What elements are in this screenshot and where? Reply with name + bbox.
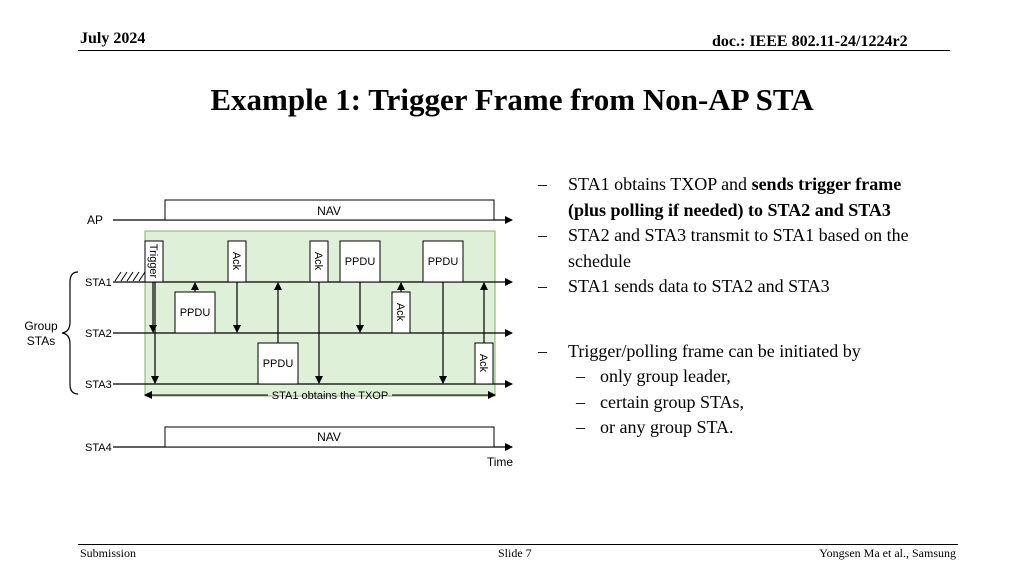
header-doc-id: doc.: IEEE 802.11-24/1224r2 xyxy=(712,33,908,50)
bullet-dash: – xyxy=(576,366,585,386)
backoff-hatch xyxy=(115,272,145,281)
sub-bullet-item xyxy=(538,364,938,390)
timing-diagram xyxy=(0,180,530,480)
bullet-dash: – xyxy=(538,225,547,245)
bullet-3-text: STA1 sends data to STA2 and STA3 xyxy=(568,276,830,296)
ack-label-sta3: Ack xyxy=(477,353,489,373)
bullet-2-text: STA2 and STA3 transmit to STA1 based on the schedule xyxy=(568,225,909,271)
row-label-sta1: STA1 xyxy=(85,277,112,289)
slide-title: Example 1: Trigger Frame from Non-AP STA xyxy=(210,82,814,117)
group-label-line1: Group xyxy=(24,319,58,333)
row-label-sta4: STA4 xyxy=(85,442,112,454)
footer-authors: Yongsen Ma et al., Samsung xyxy=(819,546,956,560)
bullet-item xyxy=(538,274,938,300)
ack-label-sta2: Ack xyxy=(394,302,406,322)
footer-rule xyxy=(78,544,958,545)
group-label-line2: STAs xyxy=(26,334,56,348)
bullet-dash: – xyxy=(538,276,547,296)
bullet-dash: – xyxy=(538,340,547,361)
row-label-sta3: STA3 xyxy=(85,379,112,391)
sub-bullet-item xyxy=(538,415,938,441)
bullet-dash: – xyxy=(576,391,585,412)
header-date: July 2024 xyxy=(80,30,146,47)
time-axis-label: Time xyxy=(486,455,514,469)
bullet-item xyxy=(538,172,938,223)
sub-bullet-item xyxy=(538,390,938,416)
row-label-sta2: STA2 xyxy=(85,328,112,340)
row-label-ap: AP xyxy=(87,213,104,227)
bullet-item xyxy=(538,339,938,365)
bullet-4-text: Trigger/polling frame can be initiated by xyxy=(568,340,861,361)
bullet-list xyxy=(538,172,938,441)
header-rule xyxy=(78,50,950,51)
sub-bullet-3-text: or any group STA. xyxy=(600,417,734,437)
ack-label-sta1-a: Ack xyxy=(230,251,242,271)
group-bracket xyxy=(62,272,78,394)
ppdu-label-sta1-b: PPDU xyxy=(427,256,459,268)
bullet-dash: – xyxy=(538,174,547,194)
trigger-label: Trigger xyxy=(147,243,159,279)
sub-bullet-1-text: only group leader, xyxy=(600,366,731,386)
nav-label-sta4: NAV xyxy=(317,430,341,444)
ppdu-label-sta3: PPDU xyxy=(262,358,294,370)
bullet-1-text: STA1 obtains TXOP and xyxy=(568,174,752,194)
ppdu-label-sta2: PPDU xyxy=(179,307,211,319)
ppdu-label-sta1-a: PPDU xyxy=(344,256,376,268)
footer-slide-number: Slide 7 xyxy=(498,546,532,560)
txop-label: STA1 obtains the TXOP xyxy=(271,390,389,402)
footer-submission: Submission xyxy=(80,546,137,560)
bullet-1-bold-text: sends trigger frame (plus polling if needed) to STA2 and STA3 xyxy=(568,174,902,220)
sub-bullet-2-text: certain group STAs, xyxy=(600,391,745,412)
ack-label-sta1-b: Ack xyxy=(312,251,324,271)
bullet-dash: – xyxy=(576,417,585,437)
bullet-item xyxy=(538,223,938,274)
nav-label-ap: NAV xyxy=(317,204,341,218)
